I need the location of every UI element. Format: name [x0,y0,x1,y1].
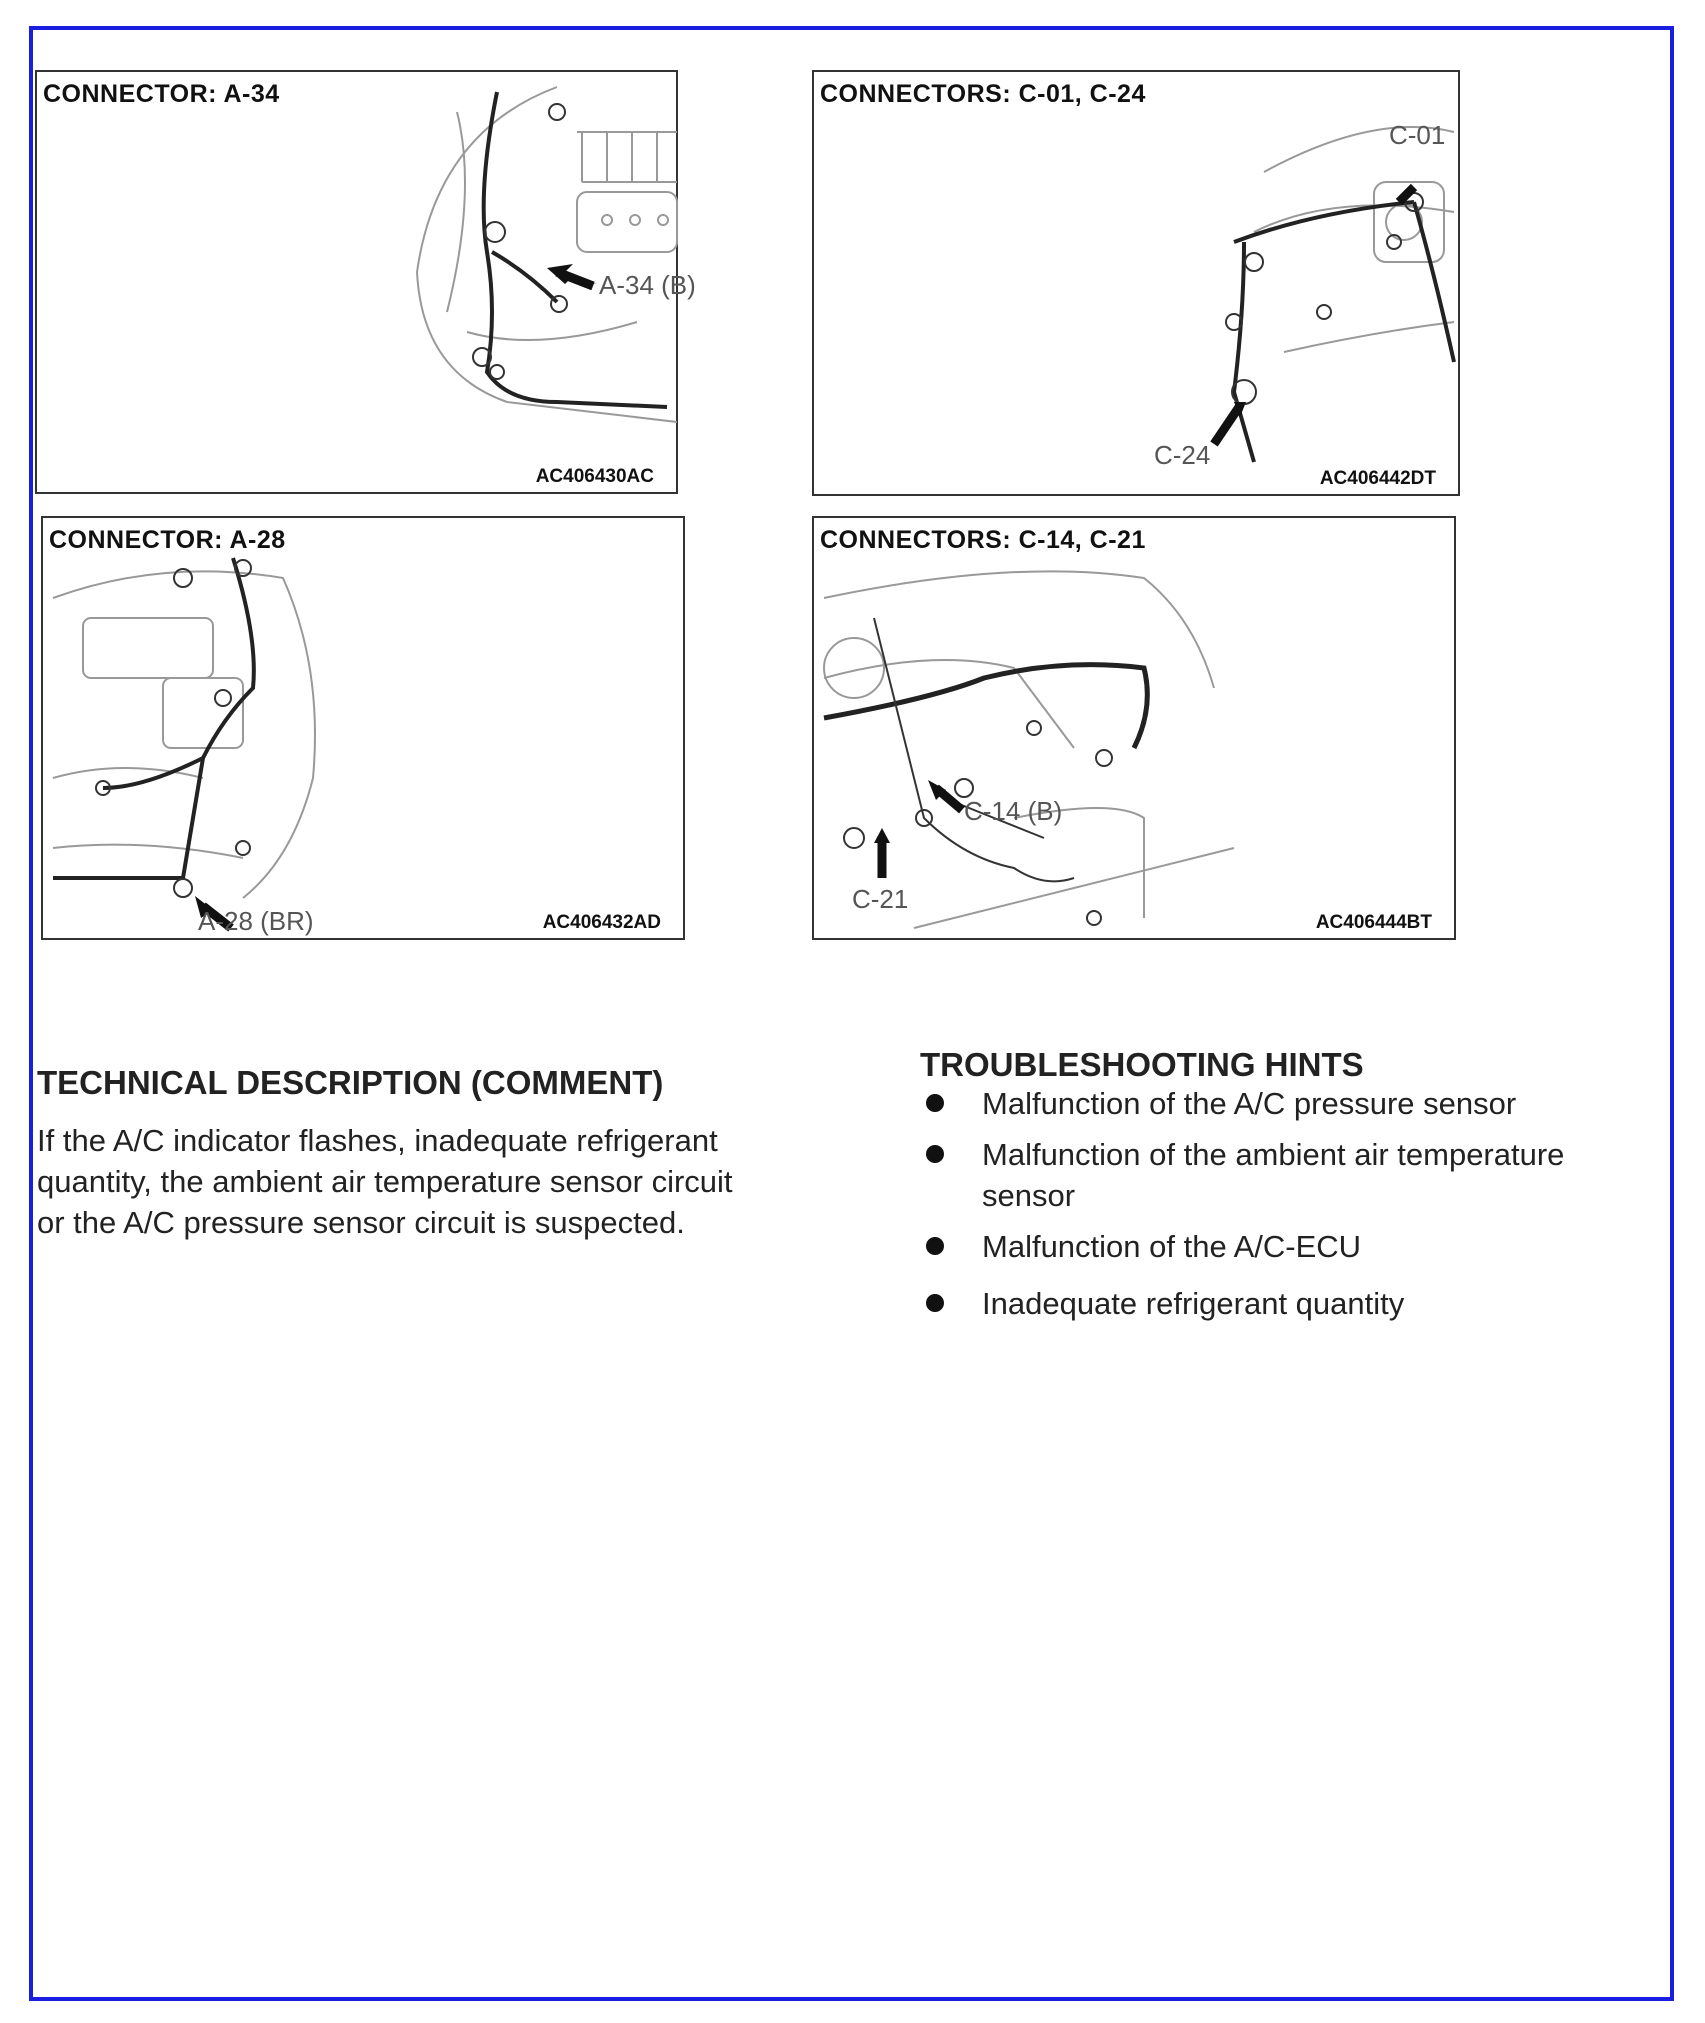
technical-description-body [37,1120,867,1243]
diagram-code: AC406444BT [1315,912,1432,933]
diagram-title: CONNECTOR: A-34 [43,80,280,108]
bullet-icon [926,1094,944,1112]
callout-a28: A-28 (BR) [198,906,314,936]
diagram-connector-a28 [41,516,685,940]
troubleshooting-hints-list [920,1083,1660,1334]
bullet-icon [926,1145,944,1163]
callout-c01: C-01 [1389,120,1446,150]
diagram-connectors-c14-c21 [812,516,1456,940]
technical-description-line: If the A/C indicator flashes, inadequate refrigerant [37,1123,718,1158]
hint-item: Malfunction of the A/C-ECU [920,1226,1660,1267]
callout-c14: C-14 (B) [964,796,1063,826]
diagram-connector-a34 [35,70,696,494]
arrow-c01 [1399,187,1414,202]
dashboard-illustration [814,518,1458,942]
engine-bay-illustration [43,518,687,942]
diagram-title: CONNECTOR: A-28 [49,526,286,554]
bullet-icon [926,1237,944,1255]
diagram-title: CONNECTORS: C-14, C-21 [820,526,1146,554]
callout-a34: A-34 (B) [599,270,696,300]
callout-c21: C-21 [852,884,909,914]
hint-item: Inadequate refrigerant quantity [920,1283,1660,1324]
technical-description-title: TECHNICAL DESCRIPTION (COMMENT) [37,1064,664,1101]
hint-item: Malfunction of the ambient air temperature sensor [920,1134,1660,1216]
diagram-connectors-c01-c24 [812,70,1460,496]
bullet-icon [926,1294,944,1312]
diagram-code: AC406430AC [535,466,654,487]
dashboard-illustration [814,72,1462,498]
callout-c24: C-24 [1154,440,1211,470]
hint-item: Malfunction of the A/C pressure sensor [920,1083,1660,1124]
technical-description-line: quantity, the ambient air temperature sensor circuit [37,1164,733,1199]
troubleshooting-hints-title: TROUBLESHOOTING HINTS [920,1046,1364,1083]
engine-bay-illustration [37,72,696,496]
diagram-title: CONNECTORS: C-01, C-24 [820,80,1146,108]
arrow-c24 [1214,407,1239,444]
diagram-code: AC406432AD [542,912,661,933]
technical-description-line: or the A/C pressure sensor circuit is suspected. [37,1205,685,1240]
diagram-code: AC406442DT [1319,468,1436,489]
